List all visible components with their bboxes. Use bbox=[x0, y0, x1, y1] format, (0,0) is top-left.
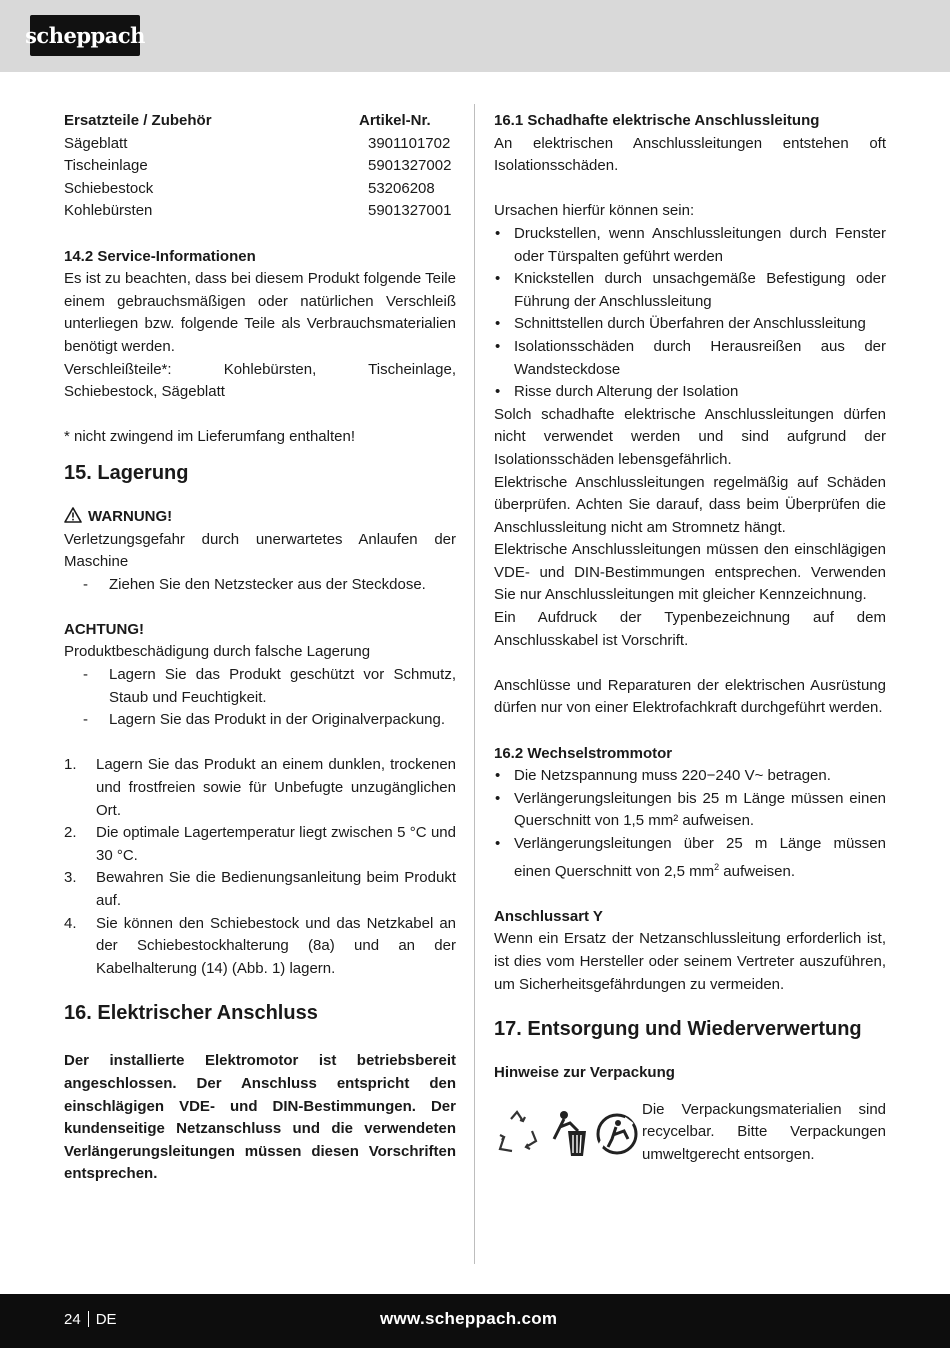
list-item: • Verlängerungsleitungen bis 25 m Länge müssen einen Querschnitt von 1,5 mm² aufweisen. bbox=[494, 788, 886, 833]
connection-type-text: Wenn ein Ersatz der Netzanschlussleitung erforderlich ist, ist dies vom Hersteller oder seinem Vertreter auszuführen, um Sicherheitsgefährdungen zu vermeiden. bbox=[494, 930, 886, 993]
list-item bbox=[64, 754, 456, 822]
page-header bbox=[0, 0, 950, 72]
list-item bbox=[64, 913, 456, 981]
ac-motor-list bbox=[494, 765, 886, 883]
page-footer bbox=[0, 1294, 950, 1348]
list-item: - Lagern Sie das Produkt in der Originalverpackung. bbox=[64, 709, 456, 732]
paragraph: Elektrische Anschlussleitungen regelmäßig auf Schäden überprüfen. Achten Sie darauf, dass beim Überprüfen die Anschlussleitung nicht am Stromnetz hängt. bbox=[494, 473, 886, 536]
storage-heading: 15. Lagerung bbox=[64, 461, 189, 484]
step-number: 1. bbox=[64, 756, 77, 774]
part-name: Schiebestock bbox=[64, 179, 154, 197]
warning-label-line bbox=[64, 506, 456, 529]
list-item: • Druckstellen, wenn Anschlussleitungen durch Fenster oder Türspalten geführt werden bbox=[494, 223, 886, 268]
paragraph: Elektrische Anschlussleitungen müssen den einschlägigen VDE- und DIN-Bestimmungen entsprechen. Verwenden Sie nur Anschlussleitungen mit gleicher Kennzeichnung. bbox=[494, 541, 886, 604]
parts-table-header bbox=[64, 110, 456, 133]
damaged-cable-heading: 16.1 Schadhafte elektrische Anschlussleitung bbox=[494, 112, 820, 129]
trash-bin-icon bbox=[544, 1109, 590, 1159]
paragraph: Solch schadhafte elektrische Anschlussleitungen dürfen nicht verwendet werden und sind aufgrund der Isolationsschäden lebensgefährlich. bbox=[494, 405, 886, 468]
part-number: 5901327002 bbox=[368, 157, 452, 175]
electric-text: Der installierte Elektromotor ist betriebsbereit angeschlossen. Der Anschluss entspricht den einschlägigen VDE- und DIN-Bestimmungen. Der kundenseitige Netzanschluss und die verwendeten Verlängerungsleitungen müssen diesen Vorschriften entsprechen. bbox=[64, 1052, 456, 1183]
warning-text: Verletzungsgefahr durch unerwartetes Anlaufen der Maschine bbox=[64, 530, 456, 571]
recycle-icon bbox=[494, 1109, 540, 1159]
caution-list bbox=[64, 664, 456, 732]
list-item: • Knickstellen durch unsachgemäße Befestigung oder Führung der Anschlussleitung bbox=[494, 268, 886, 313]
page-number bbox=[64, 1311, 117, 1328]
list-item-text: Verlängerungsleitungen über 25 m Länge müssen einen Querschnitt von 2,5 mm bbox=[514, 835, 886, 880]
part-number: 3901101702 bbox=[368, 134, 451, 152]
step-text: Bewahren Sie die Bedienungsanleitung beim Produkt auf. bbox=[96, 869, 456, 909]
recycle-person-icon bbox=[594, 1109, 640, 1159]
left-column bbox=[64, 110, 456, 1186]
step-text: Sie können den Schiebestock und das Netzkabel an der Schiebestockhalterung (8a) und an der Kabelhalterung (14) (Abb. 1) lagern. bbox=[96, 914, 456, 977]
column-divider bbox=[474, 104, 475, 1264]
list-item: • Schnittstellen durch Überfahren der Anschlussleitung bbox=[494, 313, 886, 336]
part-name: Tischeinlage bbox=[64, 157, 148, 175]
parts-row bbox=[64, 155, 456, 178]
part-name: Sägeblatt bbox=[64, 134, 128, 152]
service-info-text: Es ist zu beachten, dass bei diesem Produkt folgende Teile einem gebrauchsmäßigen oder natürlichen Verschleiß unterliegen bzw. folgende Teile als Verbrauchsmaterialien benötigt werden. bbox=[64, 270, 456, 355]
superscript: 2 bbox=[714, 861, 720, 872]
step-text: Lagern Sie das Produkt an einem dunklen, trockenen und frostfreien sowie für Unbefugte unzugänglichen Ort. bbox=[96, 756, 456, 819]
packaging-notice bbox=[494, 1099, 886, 1167]
list-item bbox=[494, 833, 886, 883]
storage-steps bbox=[64, 754, 456, 980]
paragraph: Ein Aufdruck der Typenbezeichnung auf dem Anschlusskabel ist Vorschrift. bbox=[494, 609, 886, 649]
wear-parts-text: Verschleißteile*: Kohlebürsten, Tischeinlage, Schiebestock, Sägeblatt bbox=[64, 360, 456, 401]
list-item: • Risse durch Alterung der Isolation bbox=[494, 381, 886, 404]
page-number-value: 24 bbox=[64, 1311, 81, 1328]
list-item: • Die Netzspannung muss 220−240 V~ betragen. bbox=[494, 765, 886, 788]
list-item: - Lagern Sie das Produkt geschützt vor Schmutz, Staub und Feuchtigkeit. bbox=[64, 664, 456, 709]
parts-header-name: Ersatzteile / Zubehör bbox=[64, 112, 212, 129]
part-name: Kohlebürsten bbox=[64, 202, 153, 220]
list-item bbox=[64, 822, 456, 867]
caution-text: Produktbeschädigung durch falsche Lagerung bbox=[64, 643, 371, 661]
part-number: 5901327001 bbox=[368, 202, 452, 220]
step-number: 2. bbox=[64, 824, 77, 842]
causes-intro: Ursachen hierfür können sein: bbox=[494, 202, 695, 220]
list-item: - Ziehen Sie den Netzstecker aus der Steckdose. bbox=[64, 574, 456, 597]
footer-separator bbox=[88, 1311, 89, 1327]
part-number: 53206208 bbox=[368, 179, 435, 197]
causes-list bbox=[494, 223, 886, 404]
parts-row bbox=[64, 178, 456, 201]
website-link[interactable]: www.scheppach.com bbox=[380, 1309, 558, 1328]
recycling-icons bbox=[494, 1109, 642, 1165]
step-number: 3. bbox=[64, 869, 77, 887]
list-item-tail: aufweisen. bbox=[719, 862, 796, 880]
parts-header-nr: Artikel-Nr. bbox=[359, 112, 431, 129]
warning-list bbox=[64, 574, 456, 597]
parts-row bbox=[64, 133, 456, 156]
packaging-heading: Hinweise zur Verpackung bbox=[494, 1064, 675, 1082]
packaging-text: Die Verpackungsmaterialien sind recycelbar. Bitte Verpackungen umweltgerecht entsorgen. bbox=[642, 1100, 886, 1163]
list-item: • Isolationsschäden durch Herausreißen aus der Wandsteckdose bbox=[494, 336, 886, 381]
electric-heading: 16. Elektrischer Anschluss bbox=[64, 1002, 318, 1025]
paragraph: Anschlüsse und Reparaturen der elektrischen Ausrüstung dürfen nur von einer Elektrofachkraft durchgeführt werden. bbox=[494, 676, 886, 717]
language-code: DE bbox=[95, 1311, 117, 1328]
warning-label: WARNUNG! bbox=[88, 507, 173, 525]
footnote: * nicht zwingend im Lieferumfang enthalten! bbox=[64, 428, 356, 446]
disposal-heading: 17. Entsorgung und Wiederverwertung bbox=[494, 1018, 862, 1041]
parts-row bbox=[64, 200, 456, 223]
brand-logo: scheppach bbox=[30, 15, 140, 56]
caution-label: ACHTUNG! bbox=[64, 620, 144, 638]
right-column bbox=[494, 110, 886, 1167]
service-info-heading: 14.2 Service-Informationen bbox=[64, 247, 256, 265]
ac-motor-heading: 16.2 Wechselstrommotor bbox=[494, 744, 673, 762]
warning-triangle-icon bbox=[64, 507, 82, 523]
step-number: 4. bbox=[64, 914, 77, 932]
damaged-cable-text: An elektrischen Anschlussleitungen entstehen oft Isolationsschäden. bbox=[494, 134, 886, 175]
connection-type-heading: Anschlussart Y bbox=[494, 907, 603, 925]
list-item bbox=[64, 867, 456, 912]
step-text: Die optimale Lagertemperatur liegt zwischen 5 °C und 30 °C. bbox=[96, 824, 456, 864]
